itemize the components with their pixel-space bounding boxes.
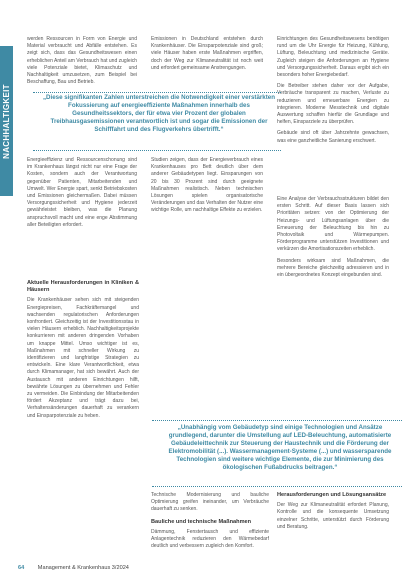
column-left-lower: Aktuelle Herausforderungen in Kliniken & Häusern Die Krankenhäuser sehen sich mit steigenden Energiepreisen, Fachkräftemangel und wachsenden regulatorischen Anforderungen konfrontiert. Gleichzeitig ist der Investitionsstau in vielen Häusern erheblich. Nachhaltigkeitsprojekte konkurrieren mit anderen dringenden Vorhaben um knappe Mittel. Umso wichtiger ist es, Maßnahmen mit schneller Wirkung zu identifizieren und langfristige Strategien zu entwickeln. Eine klare Verantwortlichkeit, etwa durch Klimamanager, hat sich bewährt. Auch der Austausch mit anderen Einrichtungen hilft, bewährte Lösungen zu übernehmen und Fehler zu vermeiden. Die Einbindung der Mitarbeitenden fördert Akzeptanz und trägt dazu bei, Verhaltensänderungen dauerhaft zu verankern und Einsparpotenziale zu heben. <box>27 280 139 419</box>
page-footer <box>18 565 129 571</box>
section-heading-3: Herausforderungen und Lösungsansätze <box>277 492 387 498</box>
section-tab <box>0 46 13 196</box>
section-heading: Aktuelle Herausforderungen in Kliniken & Häusern <box>27 280 139 294</box>
pull-quote: „Diese signifikanten Zahlen unterstreichen die Notwendigkeit einer verstärkten Fokussierung auf energieeffiziente Maßnahmen innerhalb des Gesundheitssektors, der für etwa vier Prozent der globalen Treibhausgasemissionen verantwortlich ist und sogar die Emissionen der Schifffahrt und des Flugverkehrs übertrifft.“ <box>42 94 276 133</box>
quote2-rule-bottom <box>152 486 402 487</box>
column-middle-body: Studien zeigen, dass der Energieverbrauch eines Krankenhauses pro Bett deutlich über dem anderer Gebäudetypen liegt. Einsparungen von 20 bis 30 Prozent sind durch geeignete Maßnahmen realistisch. Neben technischen Lösungen spielen organisatorische Veränderungen und das Verhalten der Nutzer eine wichtige Rolle, um nachhaltige Effekte zu erzielen. <box>151 157 263 214</box>
column-top-right: Einrichtungen des Gesundheitswesens benötigen rund um die Uhr Energie für Heizung, Kühlung, Lüftung, Beleuchtung und medizinische Geräte. Zugleich steigen die Anforderungen an Hygiene und Versorgungssicherheit. Daraus ergibt sich ein besonders hoher Energiebedarf. Die Betreiber stehen daher vor der Aufgabe, Verbräuche transparent zu machen, Verluste zu reduzieren und erneuerbare Energien zu integrieren. Moderne Messtechnik und digitale Auswertung schaffen hierfür die Grundlage und helfen, Einsparziele zu überprüfen. Gebäude sind oft über Jahrzehnte gewachsen, was eine ganzheitliche Sanierung erschwert. <box>277 36 389 144</box>
column-middle-lower: Technische Modernisierung und bauliche Optimierung greifen ineinander, um Verbräuche dauerhaft zu senken. Bauliche und technische Maßnahmen Dämmung, Fenstertausch und effiziente Anlagentechnik reduzieren den Wärmebedarf deutlich und verbessern zugleich den Komfort. <box>151 492 269 550</box>
quote2-rule-top <box>152 420 402 421</box>
column-right-lower: Herausforderungen und Lösungsansätze Der Weg zur Klimaneutralität erfordert Planung, Kontrolle und die konsequente Umsetzung einzelner Schritte, unterstützt durch Förderung und Beratung. <box>277 492 389 530</box>
publication-name: Management & Krankenhaus 3/2024 <box>37 565 129 571</box>
column-left-body: Energieeffizienz und Ressourcenschonung sind im Krankenhaus längst nicht nur eine Frage der Kosten, sondern auch der Verantwortung gegenüber Patienten, Mitarbeitenden und Umwelt. Wer Energie spart, senkt Betriebskosten und Emissionen gleichermaßen. Dabei müssen Versorgungssicherheit und Hygiene jederzeit gewährleistet bleiben, was die Planung anspruchsvoll macht und eine enge Abstimmung aller Beteiligten erfordert. <box>27 157 137 228</box>
page-number: 64 <box>18 565 25 571</box>
column-right-body: Eine Analyse der Verbrauchsstrukturen bildet den ersten Schritt. Auf dieser Basis lassen sich Prioritäten setzen: von der Optimierung der Heizungs- und Lüftungsanlagen über die Erneuerung der Beleuchtung bis hin zu Photovoltaik und Wärmepumpen. Förderprogramme unterstützen Investitionen und verkürzen die Amortisationszeiten erheblich. Besonders wirksam sind Maßnahmen, die mehrere Bereiche gleichzeitig adressieren und in ein übergeordnetes Konzept eingebunden sind. <box>277 196 389 279</box>
pull-quote-2: „Unabhängig vom Gebäudetyp sind einige Technologien und Ansätze grundlegend, darunter die Umstellung auf LED-Beleuchtung, automatisierte Gebäudeleittechnik zur Steuerung der Haustechnik und die Förderung der Elektromobilität (...). Wassermanagement-Systeme (...) und wassersparende Technologien sind weitere wichtige Elemente, die zur Minimierung des ökologischen Fußabdrucks beitragen.“ <box>168 424 392 471</box>
column-top-middle: Emissionen in Deutschland entstehen durch Krankenhäuser. Die Einsparpotenziale sind groß; viele Häuser haben erste Maßnahmen ergriffen, doch der Weg zur Klimaneutralität ist noch weit und erfordert gemeinsame Anstrengungen. <box>151 36 263 71</box>
section-label: NACHHALTIGKEIT <box>2 83 11 159</box>
column-top-left: werden Ressourcen in Form von Energie und Material verbraucht und Abfälle entstehen. Es zeigt sich, dass das Gesundheitswesen einen erheblichen Anteil am Verbrauch hat und zugleich viele Potenziale bietet, Klimaschutz und Nachhaltigkeit umzusetzen, zum Beispiel bei Beschaffung, Bau und Betrieb. <box>27 36 137 86</box>
quote-rule-top <box>33 92 281 93</box>
quote-rule-bottom <box>33 150 281 151</box>
section-heading-2: Bauliche und technische Maßnahmen <box>151 518 252 525</box>
